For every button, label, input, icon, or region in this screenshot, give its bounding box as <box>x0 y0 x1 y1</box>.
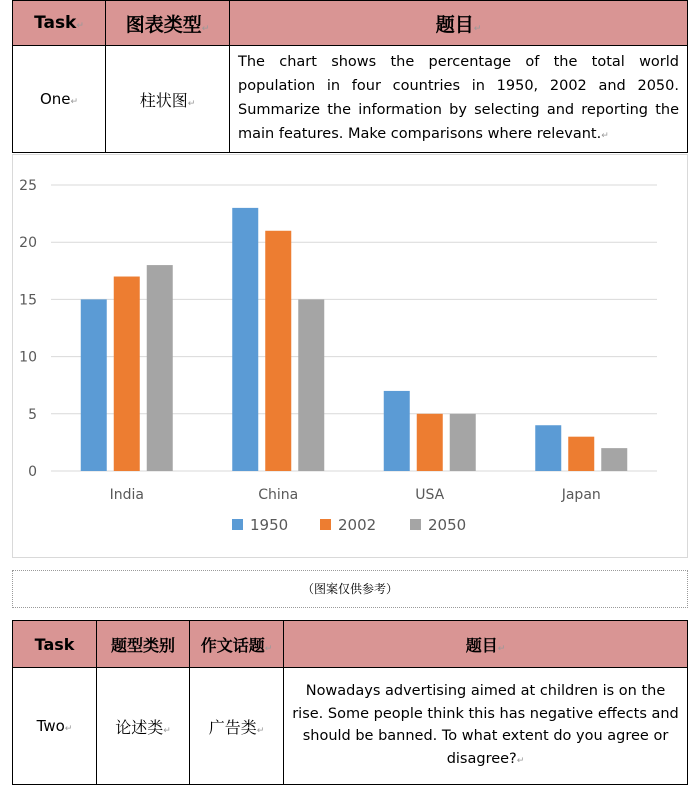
task-header-label: Task <box>34 634 75 654</box>
legend-swatch-1950 <box>232 519 243 530</box>
bar-usa-2002 <box>417 414 443 471</box>
bar-china-2050 <box>298 299 324 471</box>
chart-type-header-cell: 图表类型↵ <box>106 1 230 46</box>
x-tick-label: USA <box>415 487 445 503</box>
bar-china-1950 <box>232 208 258 471</box>
x-tick-label: Japan <box>561 487 601 503</box>
task-number-cell: One↵ <box>13 46 106 153</box>
question-header-cell: 题目↵ <box>230 1 688 46</box>
bar-china-2002 <box>265 231 291 471</box>
y-tick-label: 5 <box>28 406 37 423</box>
legend-swatch-2002 <box>320 519 331 530</box>
category-header-cell <box>97 621 190 668</box>
essay-category: 论述类 <box>115 717 164 737</box>
chart-type-header-label: 图表类型 <box>125 13 202 36</box>
y-tick-label: 0 <box>28 464 37 480</box>
question-cell: The chart shows the percentage of the total world population in four countries in 1950, 2002 and 2050. Summarize the information by selecting and reporting the main features. Make comparisons where relevant.↵ <box>230 46 688 153</box>
bar-usa-1950 <box>384 391 410 471</box>
chart-type: 柱状图 <box>139 90 188 110</box>
x-tick-label: China <box>258 487 299 503</box>
task-header-label: Task <box>34 13 77 33</box>
topic-cell: 广告类↵ <box>190 668 284 785</box>
y-tick-label: 20 <box>19 235 37 252</box>
bar-japan-2050 <box>601 448 627 471</box>
bar-chart-svg <box>13 155 687 557</box>
category-cell: 论述类↵ <box>97 668 190 785</box>
task-header-cell <box>13 621 97 668</box>
essay-topic: 广告类 <box>208 717 257 737</box>
legend-label: 2002 <box>338 516 377 534</box>
bar-india-2050 <box>147 265 173 471</box>
task-one-table <box>12 0 688 153</box>
y-tick-label: 25 <box>19 178 37 194</box>
task-number: Two <box>36 717 65 735</box>
bar-japan-1950 <box>535 425 561 471</box>
x-tick-label: India <box>109 487 144 503</box>
task-number: One <box>39 90 71 108</box>
legend-swatch-2050 <box>410 519 421 530</box>
y-tick-label: 10 <box>19 349 37 366</box>
question-header-cell: 题目↵ <box>284 621 688 668</box>
legend-label: 2050 <box>428 516 467 534</box>
task-header-cell: Task↵ <box>13 1 106 46</box>
question-cell: Nowadays advertising aimed at children is on the rise. Some people think this has negative effects and should be banned. To what extent do you agree or disagree?↵ <box>284 668 688 785</box>
task-number-cell: Two↵ <box>13 668 97 785</box>
question-text: Nowadays advertising aimed at children is on the rise. Some people think this has negative effects and should be banned. To what extent do you agree or disagree? <box>292 683 679 767</box>
bar-india-1950 <box>81 299 107 471</box>
bar-usa-2050 <box>450 414 476 471</box>
image-caption: （图案仅供参考） <box>12 570 688 608</box>
bar-india-2002 <box>114 277 140 471</box>
legend-label: 1950 <box>250 516 289 534</box>
task-two-table <box>12 620 688 785</box>
topic-header-cell: 作文话题↵ <box>190 621 284 668</box>
question-header-label: 题目 <box>465 635 498 655</box>
question-text: The chart shows the percentage of the total world population in four countries in 1950, 2002 and 2050. Summarize the information by selecting and reporting the main features. Make comparisons where relevant. <box>238 54 679 142</box>
topic-header-label: 作文话题 <box>200 635 265 655</box>
question-header-label: 题目 <box>435 13 474 36</box>
category-header-label: 题型类别 <box>110 635 175 655</box>
chart-type-cell: 柱状图↵ <box>106 46 230 153</box>
bar-japan-2002 <box>568 437 594 471</box>
y-tick-label: 15 <box>19 292 37 309</box>
bar-chart <box>12 154 688 558</box>
